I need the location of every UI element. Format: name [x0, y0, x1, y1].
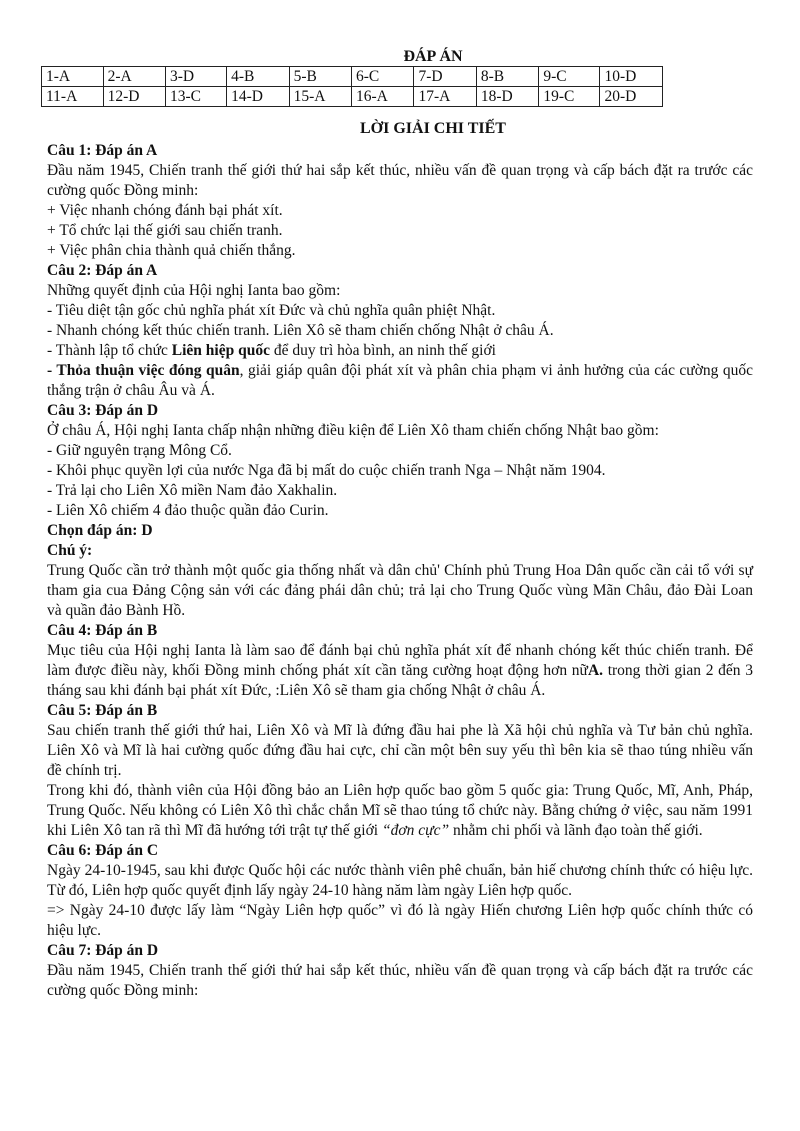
answer-cell: 9-C: [539, 67, 600, 87]
answer-key-table: [41, 66, 663, 107]
answer-cell: 20-D: [600, 87, 663, 107]
question-7-text: Đầu năm 1945, Chiến tranh thế giới thứ hai sắp kết thúc, nhiều vấn đề quan trọng và cấp bách đặt ra trước các cường quốc Đồng minh:: [47, 962, 753, 999]
answer-cell: 8-B: [476, 67, 538, 87]
question-1-bullet: + Việc phân chia thành quả chiến thắng.: [47, 242, 296, 259]
question-2-bullet: [47, 341, 753, 361]
question-4-text: [47, 641, 753, 701]
question-3-bullet: - Trả lại cho Liên Xô miền Nam đảo Xakhalin.: [47, 482, 338, 499]
answer-key-title: ĐÁP ÁN: [403, 48, 463, 65]
text-run: để duy trì hòa bình, an ninh thế giới: [269, 342, 496, 359]
question-2-intro: Những quyết định của Hội nghị Ianta bao gồm:: [47, 282, 341, 299]
text-run: Trong khi đó, thành viên của Hội đồng bảo an Liên hợp quốc bao gồm 5 quốc gia: Trung Quốc, Mĩ, Anh, Pháp, Trung Quốc. Nếu không có Liên Xô thì chắc chắn Mĩ sẽ thao túng tổ chức này. Bằng chứng ở việc, sau năm 1991 khi Liên Xô tan rã thì Mĩ đã hướng tới trật tự thế giới: [47, 782, 753, 839]
question-5-text: [47, 781, 753, 841]
answer-cell: 14-D: [227, 87, 289, 107]
question-1-bullet: + Việc nhanh chóng đánh bại phát xít.: [47, 202, 283, 219]
question-3-heading: Câu 3: Đáp án D: [47, 402, 159, 419]
answer-cell: 1-A: [42, 67, 104, 87]
answer-cell: 12-D: [103, 87, 165, 107]
question-1-bullet: + Tổ chức lại thế giới sau chiến tranh.: [47, 222, 283, 239]
italic-text: “đơn cực”: [381, 822, 450, 839]
answer-key-row: [42, 67, 663, 87]
answer-cell: 13-C: [166, 87, 227, 107]
question-3-bullet: - Giữ nguyên trạng Mông Cổ.: [47, 442, 232, 459]
answer-cell: 4-B: [227, 67, 289, 87]
question-3-choice: Chọn đáp án: D: [47, 522, 153, 539]
question-6-text: Ngày 24-10-1945, sau khi được Quốc hội các nước thành viên phê chuẩn, bản hiế chương chính thức có hiệu lực. Từ đó, Liên hợp quốc quyết định lấy ngày 24-10 hàng năm làm ngày Liên hợp quốc.: [47, 862, 753, 899]
question-1-heading: Câu 1: Đáp án A: [47, 142, 158, 159]
answer-cell: 15-A: [289, 87, 351, 107]
answer-cell: 6-C: [352, 67, 414, 87]
answer-cell: 5-B: [289, 67, 351, 87]
answer-cell: 7-D: [414, 67, 476, 87]
question-4-heading: Câu 4: Đáp án B: [47, 622, 158, 639]
question-3-bullet: - Khôi phục quyền lợi của nước Nga đã bị mất do cuộc chiến tranh Nga – Nhật năm 1904.: [47, 462, 606, 479]
answer-cell: 3-D: [166, 67, 227, 87]
answer-explanations: [47, 141, 753, 1001]
question-1-text: Đầu năm 1945, Chiến tranh thế giới thứ hai sắp kết thúc, nhiều vấn đề quan trọng và cấp bách đặt ra trước các cường quốc Đồng minh:: [47, 162, 753, 199]
answer-cell: 17-A: [414, 87, 476, 107]
detail-title: LỜI GIẢI CHI TIẾT: [360, 120, 506, 137]
question-3-bullet: - Liên Xô chiếm 4 đảo thuộc quần đảo Curin.: [47, 502, 329, 519]
answer-cell: 18-D: [476, 87, 538, 107]
question-5-text: Sau chiến tranh thế giới thứ hai, Liên Xô và Mĩ là đứng đầu hai phe là Xã hội chủ nghĩa và Tư bản chủ nghĩa. Liên Xô và Mĩ là hai cường quốc đứng đầu hai cực, chỉ cần một bên suy yếu thì bên kia sẽ thao túng nhiều vấn đề chính trị.: [47, 722, 753, 779]
answer-cell: 2-A: [103, 67, 165, 87]
question-2-bullet: - Tiêu diệt tận gốc chủ nghĩa phát xít Đức và chủ nghĩa quân phiệt Nhật.: [47, 302, 496, 319]
question-2-bullet: [47, 361, 753, 401]
text-run: trong thời gian 2 đến 3 tháng sau khi đánh bại phát xít Đức, :Liên Xô sẽ tham gia chống Nhật ở châu Á.: [47, 662, 753, 699]
question-3-text: Ở châu Á, Hội nghị Ianta chấp nhận những điều kiện để Liên Xô tham chiến chống Nhật bao gồm:: [47, 422, 659, 439]
bold-text: Liên hiệp quốc: [171, 342, 270, 359]
text-run: Mục tiêu của Hội nghị Ianta là làm sao để đánh bại chủ nghĩa phát xít để nhanh chóng kết thúc chiến tranh. Để làm được điều này, khối Đồng minh chống phát xít cần tăng cường hoạt động hơn nữ: [47, 642, 753, 679]
bold-text: - Thỏa thuận việc đóng quân: [47, 362, 240, 379]
question-3-note-label: Chú ý:: [47, 542, 93, 559]
bold-text: A.: [587, 662, 604, 679]
question-7-heading: Câu 7: Đáp án D: [47, 942, 159, 959]
document-page: [47, 47, 753, 1001]
answer-cell: 19-C: [539, 87, 600, 107]
question-6-heading: Câu 6: Đáp án C: [47, 842, 159, 859]
text-run: , giải giáp quân đội phát xít và phân chia phạm vi ảnh hưởng của các cường quốc thắng trận ở châu Âu và Á.: [47, 362, 753, 399]
question-5-heading: Câu 5: Đáp án B: [47, 702, 158, 719]
text-run: nhằm chi phối và lãnh đạo toàn thế giới.: [449, 822, 703, 839]
question-3-note: Trung Quốc cần trở thành một quốc gia thống nhất và dân chủ' Chính phủ Trung Hoa Dân quốc cần cải tổ với sự tham gia cua Đảng Cộng sản với các đảng phái dân chủ; trả lại cho Trung Quốc vùng Mãn Châu, đảo Đài Loan và quần đảo Bành Hồ.: [47, 562, 753, 619]
answer-cell: 11-A: [42, 87, 104, 107]
answer-key-row: [42, 87, 663, 107]
question-2-bullet: - Nhanh chóng kết thúc chiến tranh. Liên Xô sẽ tham chiến chống Nhật ở châu Á.: [47, 322, 554, 339]
answer-cell: 16-A: [352, 87, 414, 107]
question-2-heading: Câu 2: Đáp án A: [47, 262, 158, 279]
answer-cell: 10-D: [600, 67, 663, 87]
text-run: - Thành lập tổ chức: [47, 342, 172, 359]
question-6-text: => Ngày 24-10 được lấy làm “Ngày Liên hợp quốc” vì đó là ngày Hiến chương Liên hợp quốc chính thức có hiệu lực.: [47, 902, 753, 939]
